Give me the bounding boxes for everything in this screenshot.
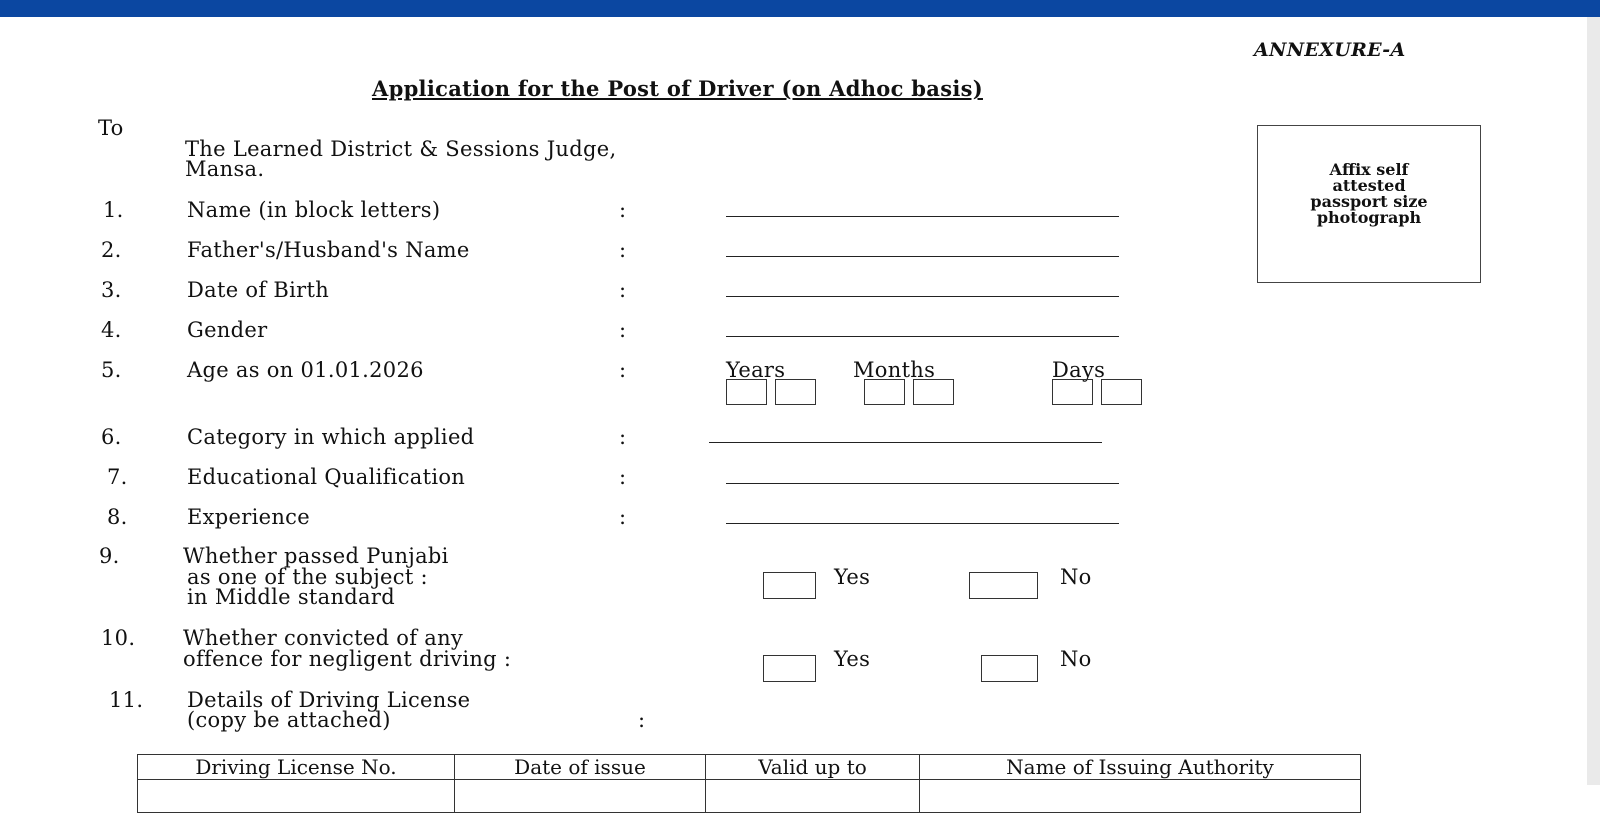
header-valid-up-to: Valid up to [706,755,920,780]
question11-line1: Details of Driving License [187,688,471,712]
question9-line1: Whether passed Punjabi [183,544,449,568]
question-number: 10. [101,626,136,650]
field-colon: : [619,425,627,449]
name-input-line[interactable] [726,216,1119,217]
age-days-box[interactable] [1101,379,1142,405]
addressee-line2: Mansa. [185,157,265,181]
scrollbar-track[interactable] [1587,17,1600,785]
age-days-label: Days [1052,358,1106,382]
question10-line1: Whether convicted of any [183,626,464,650]
field-number: 6. [101,425,122,449]
age-years-label: Years [726,358,786,382]
field-number: 8. [107,505,128,529]
question9-no-checkbox[interactable] [969,572,1038,599]
field-number: 3. [101,278,122,302]
valid-up-to-cell[interactable] [706,780,920,813]
addressee-to: To [98,116,124,140]
question9-yes-label: Yes [834,565,871,589]
driving-license-table [137,754,1361,813]
question10-line2: offence for negligent driving : [183,647,512,671]
age-days-box[interactable] [1052,379,1093,405]
top-bar [0,0,1600,17]
photo-box-text: Affix self attested passport size photograph [1310,160,1428,227]
license-no-cell[interactable] [138,780,455,813]
age-months-box[interactable] [864,379,905,405]
header-license-no: Driving License No. [138,755,455,780]
field-number: 7. [107,465,128,489]
question10-yes-label: Yes [834,647,871,671]
field-label-name: Name (in block letters) [187,198,441,222]
education-input-line[interactable] [726,483,1119,484]
age-years-box[interactable] [775,379,816,405]
field-label-experience: Experience [187,505,310,529]
field-colon: : [619,318,627,342]
field-number: 2. [101,238,122,262]
category-input-line[interactable] [709,442,1102,443]
field-label-age: Age as on 01.01.2026 [187,358,424,382]
table-row [138,780,1361,813]
gender-input-line[interactable] [726,336,1119,337]
issuing-authority-cell[interactable] [920,780,1361,813]
age-months-label: Months [853,358,936,382]
field-colon: : [619,198,627,222]
question10-no-label: No [1060,647,1092,671]
header-date-of-issue: Date of issue [455,755,706,780]
date-of-issue-cell[interactable] [455,780,706,813]
field-colon: : [619,505,627,529]
header-issuing-authority: Name of Issuing Authority [920,755,1361,780]
question9-yes-checkbox[interactable] [763,572,816,599]
field-number: 5. [101,358,122,382]
question9-no-label: No [1060,565,1092,589]
field-label-dob: Date of Birth [187,278,330,302]
annexure-label: ANNEXURE-A [1254,39,1406,61]
field-label-father-name: Father's/Husband's Name [187,238,470,262]
question11-colon: : [638,708,646,732]
document-page [0,17,1587,785]
father-name-input-line[interactable] [726,256,1119,257]
question9-line3: in Middle standard [187,585,395,609]
page-title: Application for the Post of Driver (on Adhoc basis) [372,76,983,101]
question10-yes-checkbox[interactable] [763,655,816,682]
field-colon: : [619,465,627,489]
age-years-box[interactable] [726,379,767,405]
question9-line2: as one of the subject : [187,565,428,589]
field-number: 1. [103,198,124,222]
experience-input-line[interactable] [726,523,1119,524]
field-label-education: Educational Qualification [187,465,466,489]
dob-input-line[interactable] [726,296,1119,297]
question-number: 9. [99,544,120,568]
field-colon: : [619,238,627,262]
age-months-box[interactable] [913,379,954,405]
photo-box [1257,125,1481,283]
question11-line2: (copy be attached) [187,708,391,732]
question-number: 11. [109,688,144,712]
field-colon: : [619,358,627,382]
question10-no-checkbox[interactable] [981,655,1038,682]
field-colon: : [619,278,627,302]
field-number: 4. [101,318,122,342]
field-label-category: Category in which applied [187,425,475,449]
addressee-line1: The Learned District & Sessions Judge, [185,137,617,161]
field-label-gender: Gender [187,318,268,342]
table-header-row [138,755,1361,780]
